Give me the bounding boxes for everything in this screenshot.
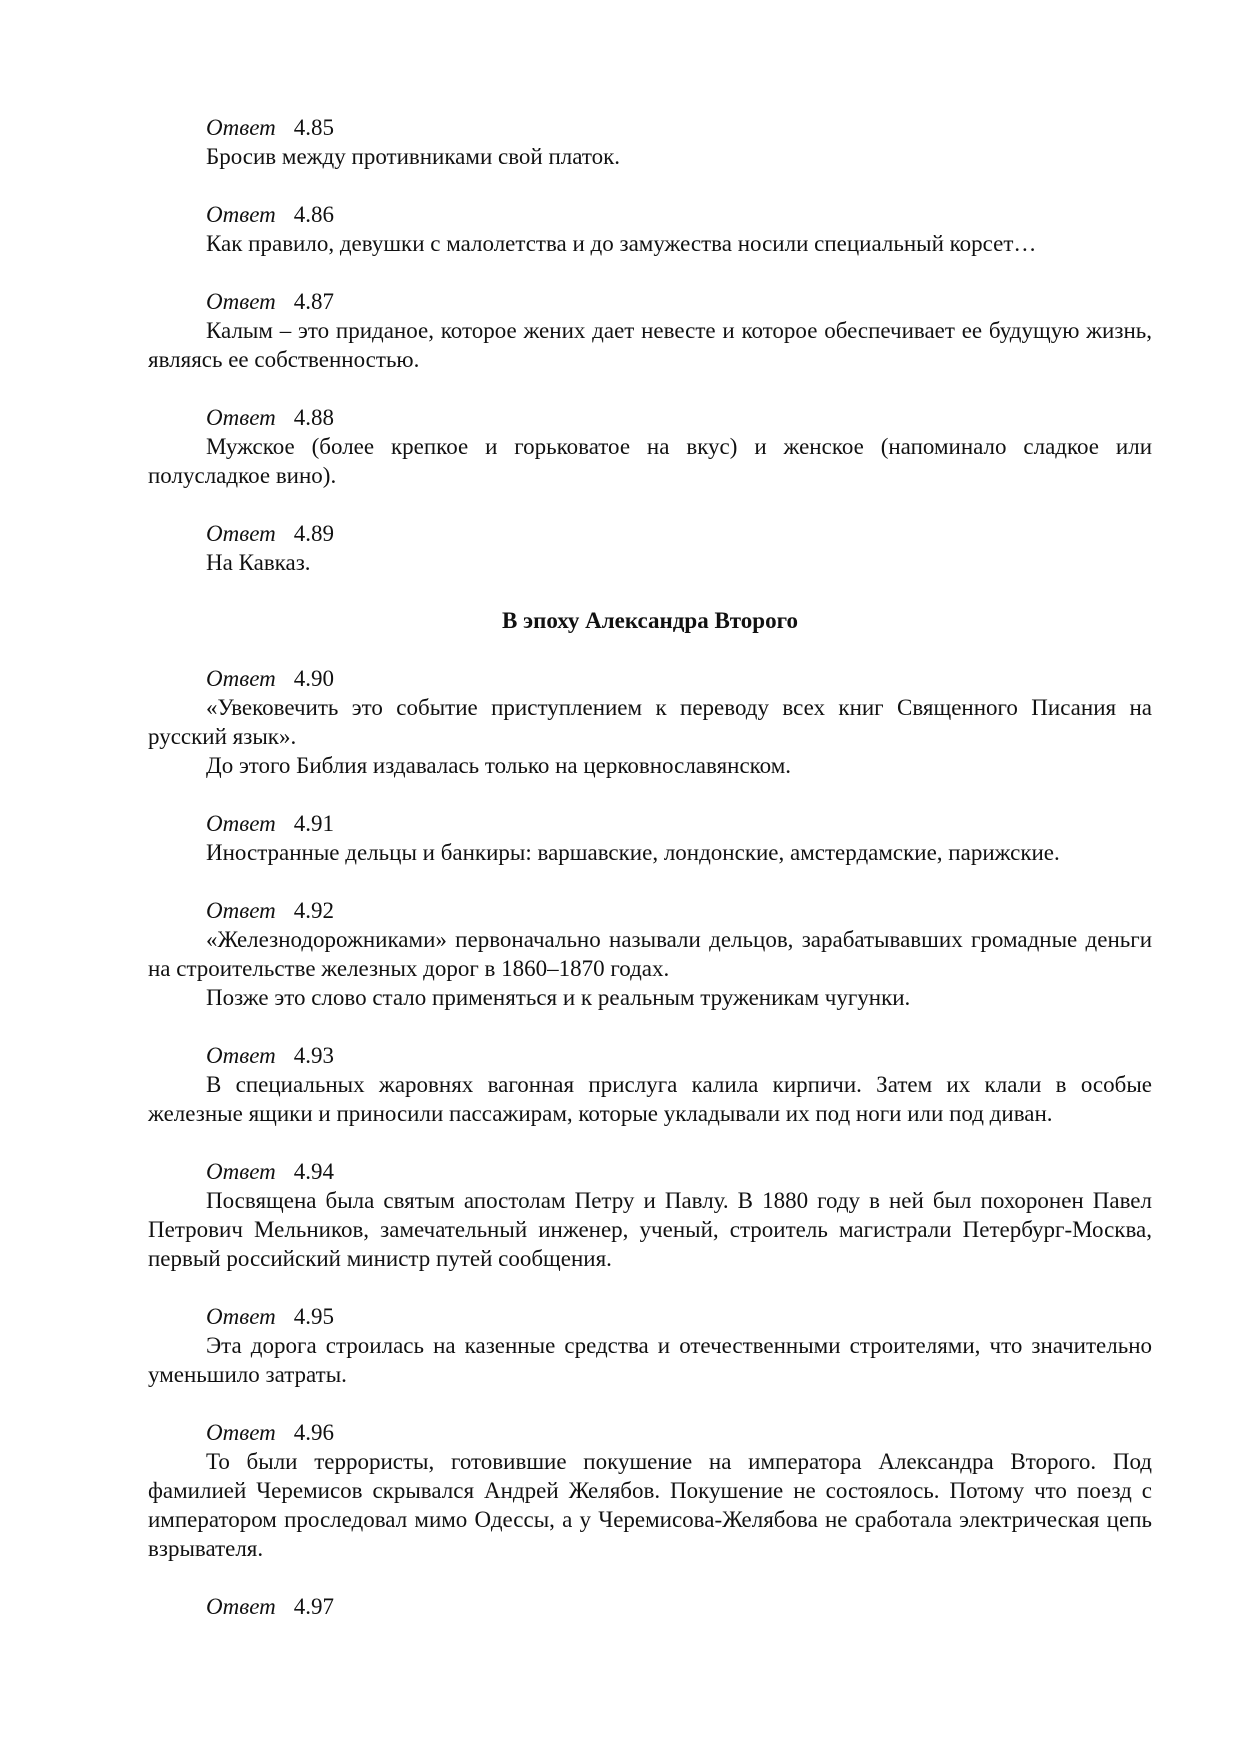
answer-text: «Железнодорожниками» первоначально называли дельцов, зарабатывавших громадные деньги на строительстве железных дорог в 1860–1870 годах. xyxy=(148,927,1152,981)
answer-number: 4.94 xyxy=(293,1159,334,1184)
answer-number: 4.95 xyxy=(293,1304,334,1329)
answer-number: 4.87 xyxy=(293,289,334,314)
answer-block xyxy=(148,1592,1152,1621)
answer-text: «Увековечить это событие приступлением к переводу всех книг Священного Писания на русский язык». xyxy=(148,695,1152,749)
answer-block xyxy=(148,200,1152,258)
answer-number: 4.92 xyxy=(293,898,334,923)
answer-block xyxy=(148,664,1152,780)
answer-label: Ответ xyxy=(206,202,276,227)
answer-block xyxy=(148,809,1152,867)
answer-heading xyxy=(148,287,1152,316)
answer-label: Ответ xyxy=(206,405,276,430)
answer-text: Позже это слово стало применяться и к реальным труженикам чугунки. xyxy=(206,985,911,1010)
answer-heading xyxy=(148,200,1152,229)
answer-text: Эта дорога строилась на казенные средства и отечественными строителями, что значительно уменьшило затраты. xyxy=(148,1333,1152,1387)
answer-text: Мужское (более крепкое и горьковатое на вкус) и женское (напоминало сладкое или полусладкое вино). xyxy=(148,434,1152,488)
answer-text: То были террористы, готовившие покушение на императора Александра Второго. Под фамилией Черемисов скрывался Андрей Желябов. Покушение не состоялось. Потому что поезд с императором проследовал мимо Одессы, а у Черемисова-Желябова не сработала электрическая цепь взрывателя. xyxy=(148,1449,1152,1561)
answer-heading xyxy=(148,896,1152,925)
answer-label: Ответ xyxy=(206,1159,276,1184)
answer-label: Ответ xyxy=(206,1420,276,1445)
answer-heading xyxy=(148,403,1152,432)
answer-block xyxy=(148,1302,1152,1389)
answers-after-section xyxy=(148,664,1152,1621)
answer-block xyxy=(148,1418,1152,1563)
answer-label: Ответ xyxy=(206,289,276,314)
answer-label: Ответ xyxy=(206,811,276,836)
answer-number: 4.91 xyxy=(293,811,334,836)
answer-block xyxy=(148,287,1152,374)
answer-number: 4.97 xyxy=(293,1594,334,1619)
answer-label: Ответ xyxy=(206,115,276,140)
answer-text: До этого Библия издавалась только на церковнославянском. xyxy=(206,753,792,778)
answer-number: 4.86 xyxy=(293,202,334,227)
answer-heading xyxy=(148,1592,1152,1621)
answer-heading xyxy=(148,1302,1152,1331)
answer-block xyxy=(148,113,1152,171)
answer-heading xyxy=(148,1418,1152,1447)
answer-text: На Кавказ. xyxy=(206,550,311,575)
answer-block xyxy=(148,1041,1152,1128)
answer-label: Ответ xyxy=(206,1304,276,1329)
answer-number: 4.85 xyxy=(293,115,334,140)
answer-text: Как правило, девушки с малолетства и до замужества носили специальный корсет… xyxy=(206,231,1037,256)
answer-label: Ответ xyxy=(206,898,276,923)
answer-block xyxy=(148,403,1152,490)
answer-text: Калым – это приданое, которое жених дает невесте и которое обеспечивает ее будущую жизнь, являясь ее собственностью. xyxy=(148,318,1152,372)
answer-number: 4.93 xyxy=(293,1043,334,1068)
answer-text: Бросив между противниками свой платок. xyxy=(206,144,621,169)
answer-label: Ответ xyxy=(206,666,276,691)
answer-number: 4.88 xyxy=(293,405,334,430)
answer-heading xyxy=(148,1157,1152,1186)
answer-heading xyxy=(148,1041,1152,1070)
answer-heading xyxy=(148,664,1152,693)
answer-text: Посвящена была святым апостолам Петру и Павлу. В 1880 году в ней был похоронен Павел Петрович Мельников, замечательный инженер, ученый, строитель магистрали Петербург-Москва, первый российский министр путей сообщения. xyxy=(148,1188,1152,1271)
answer-label: Ответ xyxy=(206,1594,276,1619)
answer-label: Ответ xyxy=(206,1043,276,1068)
answer-heading xyxy=(148,113,1152,142)
answer-label: Ответ xyxy=(206,521,276,546)
document-page xyxy=(148,113,1152,1650)
answer-number: 4.89 xyxy=(293,521,334,546)
answer-heading xyxy=(148,519,1152,548)
answer-number: 4.96 xyxy=(293,1420,334,1445)
answer-text: Иностранные дельцы и банкиры: варшавские, лондонские, амстердамские, парижские. xyxy=(206,840,1060,865)
answer-heading xyxy=(148,809,1152,838)
answer-number: 4.90 xyxy=(293,666,334,691)
answer-text: В специальных жаровнях вагонная прислуга калила кирпичи. Затем их клали в особые железные ящики и приносили пассажирам, которые укладывали их под ноги или под диван. xyxy=(148,1072,1152,1126)
answer-block xyxy=(148,896,1152,1012)
answer-block xyxy=(148,1157,1152,1273)
answers-before-section xyxy=(148,113,1152,577)
section-title: В эпоху Александра Второго xyxy=(502,608,798,633)
answer-block xyxy=(148,519,1152,577)
